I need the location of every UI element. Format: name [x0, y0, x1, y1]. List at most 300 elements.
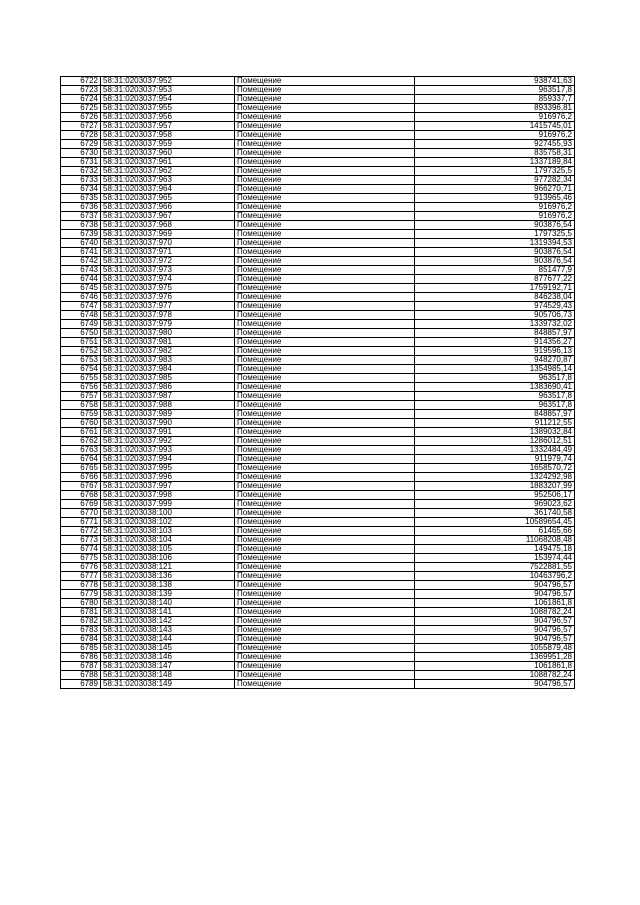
cadastral-number-cell: 58:31:0203037:969 — [101, 230, 235, 239]
cadastral-value-cell: 10463796,2 — [415, 572, 575, 581]
object-type-cell: Помещение — [235, 77, 415, 86]
object-type-cell: Помещение — [235, 230, 415, 239]
cadastral-number-cell: 58:31:0203037:971 — [101, 248, 235, 257]
cadastral-number-cell: 58:31:0203037:989 — [101, 410, 235, 419]
row-number-cell: 6732 — [61, 167, 101, 176]
object-type-cell: Помещение — [235, 185, 415, 194]
row-number-cell: 6723 — [61, 86, 101, 95]
row-number-cell: 6763 — [61, 446, 101, 455]
cadastral-value-cell: 848857,97 — [415, 329, 575, 338]
cadastral-value-cell: 963517,8 — [415, 86, 575, 95]
cadastral-value-cell: 904796,57 — [415, 635, 575, 644]
cadastral-number-cell: 58:31:0203037:973 — [101, 266, 235, 275]
object-type-cell: Помещение — [235, 320, 415, 329]
table-row — [61, 347, 575, 356]
object-type-cell: Помещение — [235, 365, 415, 374]
table-row — [61, 212, 575, 221]
object-type-cell: Помещение — [235, 221, 415, 230]
cadastral-number-cell: 58:31:0203037:985 — [101, 374, 235, 383]
table-row — [61, 608, 575, 617]
object-type-cell: Помещение — [235, 644, 415, 653]
cadastral-value-cell: 938741,63 — [415, 77, 575, 86]
row-number-cell: 6730 — [61, 149, 101, 158]
row-number-cell: 6754 — [61, 365, 101, 374]
table-row — [61, 563, 575, 572]
cadastral-value-cell: 893396,81 — [415, 104, 575, 113]
table-row — [61, 311, 575, 320]
row-number-cell: 6767 — [61, 482, 101, 491]
cadastral-value-cell: 903876,54 — [415, 248, 575, 257]
object-type-cell: Помещение — [235, 212, 415, 221]
object-type-cell: Помещение — [235, 401, 415, 410]
cadastral-number-cell: 58:31:0203038:140 — [101, 599, 235, 608]
table-row — [61, 374, 575, 383]
table-row — [61, 329, 575, 338]
object-type-cell: Помещение — [235, 329, 415, 338]
object-type-cell: Помещение — [235, 194, 415, 203]
object-type-cell: Помещение — [235, 302, 415, 311]
cadastral-value-cell: 952506,17 — [415, 491, 575, 500]
cadastral-number-cell: 58:31:0203037:968 — [101, 221, 235, 230]
cadastral-number-cell: 58:31:0203038:146 — [101, 653, 235, 662]
cadastral-number-cell: 58:31:0203037:991 — [101, 428, 235, 437]
object-type-cell: Помещение — [235, 392, 415, 401]
object-type-cell: Помещение — [235, 113, 415, 122]
object-type-cell: Помещение — [235, 617, 415, 626]
cadastral-value-cell: 361740,58 — [415, 509, 575, 518]
cadastral-value-cell: 963517,8 — [415, 401, 575, 410]
row-number-cell: 6778 — [61, 581, 101, 590]
row-number-cell: 6728 — [61, 131, 101, 140]
property-register-table — [60, 76, 575, 689]
cadastral-number-cell: 58:31:0203037:964 — [101, 185, 235, 194]
row-number-cell: 6762 — [61, 437, 101, 446]
row-number-cell: 6734 — [61, 185, 101, 194]
cadastral-value-cell: 7522881,55 — [415, 563, 575, 572]
cadastral-number-cell: 58:31:0203038:102 — [101, 518, 235, 527]
row-number-cell: 6737 — [61, 212, 101, 221]
object-type-cell: Помещение — [235, 482, 415, 491]
row-number-cell: 6733 — [61, 176, 101, 185]
object-type-cell: Помещение — [235, 545, 415, 554]
table-row — [61, 392, 575, 401]
row-number-cell: 6789 — [61, 680, 101, 689]
row-number-cell: 6765 — [61, 464, 101, 473]
row-number-cell: 6747 — [61, 302, 101, 311]
cadastral-number-cell: 58:31:0203037:992 — [101, 437, 235, 446]
cadastral-value-cell: 911212,55 — [415, 419, 575, 428]
cadastral-value-cell: 904796,57 — [415, 626, 575, 635]
cadastral-number-cell: 58:31:0203037:983 — [101, 356, 235, 365]
row-number-cell: 6751 — [61, 338, 101, 347]
object-type-cell: Помещение — [235, 680, 415, 689]
cadastral-value-cell: 61465,66 — [415, 527, 575, 536]
row-number-cell: 6786 — [61, 653, 101, 662]
object-type-cell: Помещение — [235, 257, 415, 266]
cadastral-value-cell: 1286012,51 — [415, 437, 575, 446]
cadastral-value-cell: 903876,54 — [415, 221, 575, 230]
row-number-cell: 6783 — [61, 626, 101, 635]
row-number-cell: 6758 — [61, 401, 101, 410]
cadastral-value-cell: 974529,43 — [415, 302, 575, 311]
cadastral-value-cell: 963517,8 — [415, 392, 575, 401]
row-number-cell: 6787 — [61, 662, 101, 671]
table-row — [61, 284, 575, 293]
cadastral-number-cell: 58:31:0203037:972 — [101, 257, 235, 266]
table-row — [61, 122, 575, 131]
table-row — [61, 662, 575, 671]
cadastral-value-cell: 966270,71 — [415, 185, 575, 194]
cadastral-value-cell: 1383690,41 — [415, 383, 575, 392]
row-number-cell: 6745 — [61, 284, 101, 293]
object-type-cell: Помещение — [235, 410, 415, 419]
cadastral-number-cell: 58:31:0203037:965 — [101, 194, 235, 203]
row-number-cell: 6784 — [61, 635, 101, 644]
cadastral-number-cell: 58:31:0203037:984 — [101, 365, 235, 374]
object-type-cell: Помещение — [235, 284, 415, 293]
cadastral-number-cell: 58:31:0203037:977 — [101, 302, 235, 311]
object-type-cell: Помещение — [235, 95, 415, 104]
table-row — [61, 149, 575, 158]
table-row — [61, 536, 575, 545]
row-number-cell: 6779 — [61, 590, 101, 599]
cadastral-value-cell: 1324292,98 — [415, 473, 575, 482]
object-type-cell: Помещение — [235, 167, 415, 176]
row-number-cell: 6761 — [61, 428, 101, 437]
object-type-cell: Помещение — [235, 374, 415, 383]
cadastral-number-cell: 58:31:0203038:147 — [101, 662, 235, 671]
table-row — [61, 140, 575, 149]
cadastral-number-cell: 58:31:0203037:980 — [101, 329, 235, 338]
object-type-cell: Помещение — [235, 140, 415, 149]
cadastral-number-cell: 58:31:0203037:987 — [101, 392, 235, 401]
cadastral-value-cell: 914356,27 — [415, 338, 575, 347]
row-number-cell: 6739 — [61, 230, 101, 239]
row-number-cell: 6724 — [61, 95, 101, 104]
row-number-cell: 6746 — [61, 293, 101, 302]
table-row — [61, 293, 575, 302]
cadastral-value-cell: 846238,04 — [415, 293, 575, 302]
cadastral-number-cell: 58:31:0203037:986 — [101, 383, 235, 392]
object-type-cell: Помещение — [235, 554, 415, 563]
object-type-cell: Помещение — [235, 527, 415, 536]
cadastral-value-cell: 1061861,8 — [415, 662, 575, 671]
table-row — [61, 518, 575, 527]
cadastral-value-cell: 904796,57 — [415, 581, 575, 590]
table-row — [61, 500, 575, 509]
table-row — [61, 572, 575, 581]
table-row — [61, 185, 575, 194]
cadastral-number-cell: 58:31:0203037:954 — [101, 95, 235, 104]
cadastral-number-cell: 58:31:0203037:998 — [101, 491, 235, 500]
cadastral-value-cell: 911979,74 — [415, 455, 575, 464]
table-row — [61, 509, 575, 518]
cadastral-number-cell: 58:31:0203038:104 — [101, 536, 235, 545]
table-row — [61, 320, 575, 329]
cadastral-number-cell: 58:31:0203037:960 — [101, 149, 235, 158]
cadastral-number-cell: 58:31:0203037:993 — [101, 446, 235, 455]
cadastral-number-cell: 58:31:0203038:100 — [101, 509, 235, 518]
cadastral-value-cell: 1797325,5 — [415, 230, 575, 239]
row-number-cell: 6753 — [61, 356, 101, 365]
object-type-cell: Помещение — [235, 536, 415, 545]
row-number-cell: 6726 — [61, 113, 101, 122]
object-type-cell: Помещение — [235, 590, 415, 599]
table-row — [61, 104, 575, 113]
object-type-cell: Помещение — [235, 635, 415, 644]
cadastral-number-cell: 58:31:0203038:103 — [101, 527, 235, 536]
row-number-cell: 6766 — [61, 473, 101, 482]
cadastral-value-cell: 153974,44 — [415, 554, 575, 563]
table-row — [61, 599, 575, 608]
object-type-cell: Помещение — [235, 464, 415, 473]
table-row — [61, 167, 575, 176]
table-row — [61, 338, 575, 347]
row-number-cell: 6781 — [61, 608, 101, 617]
object-type-cell: Помещение — [235, 581, 415, 590]
cadastral-value-cell: 11068208,48 — [415, 536, 575, 545]
object-type-cell: Помещение — [235, 428, 415, 437]
object-type-cell: Помещение — [235, 347, 415, 356]
row-number-cell: 6775 — [61, 554, 101, 563]
cadastral-value-cell: 904796,57 — [415, 617, 575, 626]
cadastral-value-cell: 903876,54 — [415, 257, 575, 266]
table-row — [61, 410, 575, 419]
cadastral-number-cell: 58:31:0203037:957 — [101, 122, 235, 131]
table-row — [61, 617, 575, 626]
row-number-cell: 6735 — [61, 194, 101, 203]
row-number-cell: 6725 — [61, 104, 101, 113]
cadastral-value-cell: 948270,87 — [415, 356, 575, 365]
table-row — [61, 77, 575, 86]
table-row — [61, 194, 575, 203]
cadastral-value-cell: 1883207,99 — [415, 482, 575, 491]
cadastral-number-cell: 58:31:0203037:967 — [101, 212, 235, 221]
cadastral-value-cell: 1088782,24 — [415, 671, 575, 680]
table-row — [61, 230, 575, 239]
object-type-cell: Помещение — [235, 446, 415, 455]
row-number-cell: 6750 — [61, 329, 101, 338]
object-type-cell: Помещение — [235, 239, 415, 248]
cadastral-value-cell: 10589654,45 — [415, 518, 575, 527]
cadastral-number-cell: 58:31:0203037:959 — [101, 140, 235, 149]
table-row — [61, 428, 575, 437]
object-type-cell: Помещение — [235, 122, 415, 131]
table-row — [61, 527, 575, 536]
table-row — [61, 113, 575, 122]
cadastral-number-cell: 58:31:0203037:962 — [101, 167, 235, 176]
cadastral-number-cell: 58:31:0203037:956 — [101, 113, 235, 122]
table-row — [61, 446, 575, 455]
table-row — [61, 581, 575, 590]
cadastral-value-cell: 835758,31 — [415, 149, 575, 158]
cadastral-value-cell: 1369951,28 — [415, 653, 575, 662]
cadastral-number-cell: 58:31:0203037:953 — [101, 86, 235, 95]
object-type-cell: Помещение — [235, 311, 415, 320]
cadastral-value-cell: 1055879,48 — [415, 644, 575, 653]
row-number-cell: 6759 — [61, 410, 101, 419]
cadastral-value-cell: 963517,8 — [415, 374, 575, 383]
cadastral-number-cell: 58:31:0203038:138 — [101, 581, 235, 590]
object-type-cell: Помещение — [235, 626, 415, 635]
row-number-cell: 6736 — [61, 203, 101, 212]
object-type-cell: Помещение — [235, 419, 415, 428]
object-type-cell: Помещение — [235, 608, 415, 617]
table-row — [61, 95, 575, 104]
table-row — [61, 239, 575, 248]
cadastral-value-cell: 1337189,84 — [415, 158, 575, 167]
cadastral-value-cell: 1658570,72 — [415, 464, 575, 473]
cadastral-number-cell: 58:31:0203038:144 — [101, 635, 235, 644]
object-type-cell: Помещение — [235, 293, 415, 302]
row-number-cell: 6776 — [61, 563, 101, 572]
table-row — [61, 635, 575, 644]
row-number-cell: 6743 — [61, 266, 101, 275]
table-row — [61, 158, 575, 167]
cadastral-number-cell: 58:31:0203037:988 — [101, 401, 235, 410]
cadastral-number-cell: 58:31:0203038:149 — [101, 680, 235, 689]
row-number-cell: 6772 — [61, 527, 101, 536]
cadastral-value-cell: 969023,62 — [415, 500, 575, 509]
object-type-cell: Помещение — [235, 203, 415, 212]
table-row — [61, 464, 575, 473]
object-type-cell: Помещение — [235, 671, 415, 680]
cadastral-number-cell: 58:31:0203038:143 — [101, 626, 235, 635]
cadastral-number-cell: 58:31:0203038:141 — [101, 608, 235, 617]
cadastral-number-cell: 58:31:0203037:994 — [101, 455, 235, 464]
cadastral-value-cell: 905706,73 — [415, 311, 575, 320]
object-type-cell: Помещение — [235, 266, 415, 275]
cadastral-value-cell: 859337,7 — [415, 95, 575, 104]
cadastral-value-cell: 904796,57 — [415, 680, 575, 689]
cadastral-number-cell: 58:31:0203037:958 — [101, 131, 235, 140]
row-number-cell: 6727 — [61, 122, 101, 131]
row-number-cell: 6738 — [61, 221, 101, 230]
cadastral-value-cell: 1332484,49 — [415, 446, 575, 455]
object-type-cell: Помещение — [235, 455, 415, 464]
row-number-cell: 6780 — [61, 599, 101, 608]
cadastral-number-cell: 58:31:0203037:961 — [101, 158, 235, 167]
cadastral-value-cell: 916976,2 — [415, 113, 575, 122]
cadastral-number-cell: 58:31:0203037:970 — [101, 239, 235, 248]
row-number-cell: 6722 — [61, 77, 101, 86]
object-type-cell: Помещение — [235, 500, 415, 509]
object-type-cell: Помещение — [235, 491, 415, 500]
table-row — [61, 86, 575, 95]
object-type-cell: Помещение — [235, 473, 415, 482]
cadastral-value-cell: 1415745,01 — [415, 122, 575, 131]
table-row — [61, 491, 575, 500]
row-number-cell: 6774 — [61, 545, 101, 554]
row-number-cell: 6744 — [61, 275, 101, 284]
cadastral-value-cell: 927455,93 — [415, 140, 575, 149]
cadastral-number-cell: 58:31:0203038:139 — [101, 590, 235, 599]
object-type-cell: Помещение — [235, 662, 415, 671]
row-number-cell: 6755 — [61, 374, 101, 383]
object-type-cell: Помещение — [235, 509, 415, 518]
cadastral-number-cell: 58:31:0203038:148 — [101, 671, 235, 680]
cadastral-number-cell: 58:31:0203037:963 — [101, 176, 235, 185]
row-number-cell: 6773 — [61, 536, 101, 545]
cadastral-value-cell: 1319394,53 — [415, 239, 575, 248]
object-type-cell: Помещение — [235, 131, 415, 140]
cadastral-number-cell: 58:31:0203037:996 — [101, 473, 235, 482]
cadastral-number-cell: 58:31:0203037:974 — [101, 275, 235, 284]
object-type-cell: Помещение — [235, 572, 415, 581]
cadastral-number-cell: 58:31:0203037:952 — [101, 77, 235, 86]
table-row — [61, 482, 575, 491]
object-type-cell: Помещение — [235, 176, 415, 185]
cadastral-number-cell: 58:31:0203038:105 — [101, 545, 235, 554]
object-type-cell: Помещение — [235, 275, 415, 284]
cadastral-number-cell: 58:31:0203038:142 — [101, 617, 235, 626]
object-type-cell: Помещение — [235, 248, 415, 257]
row-number-cell: 6731 — [61, 158, 101, 167]
row-number-cell: 6785 — [61, 644, 101, 653]
table-row — [61, 680, 575, 689]
cadastral-number-cell: 58:31:0203037:966 — [101, 203, 235, 212]
cadastral-value-cell: 851477,9 — [415, 266, 575, 275]
table-row — [61, 248, 575, 257]
table-row — [61, 401, 575, 410]
row-number-cell: 6742 — [61, 257, 101, 266]
row-number-cell: 6788 — [61, 671, 101, 680]
table-row — [61, 257, 575, 266]
cadastral-number-cell: 58:31:0203037:997 — [101, 482, 235, 491]
row-number-cell: 6770 — [61, 509, 101, 518]
object-type-cell: Помещение — [235, 518, 415, 527]
row-number-cell: 6782 — [61, 617, 101, 626]
table-row — [61, 626, 575, 635]
cadastral-number-cell: 58:31:0203038:121 — [101, 563, 235, 572]
table-row — [61, 203, 575, 212]
table-row — [61, 644, 575, 653]
table-row — [61, 653, 575, 662]
row-number-cell: 6757 — [61, 392, 101, 401]
row-number-cell: 6768 — [61, 491, 101, 500]
cadastral-number-cell: 58:31:0203037:976 — [101, 293, 235, 302]
table-row — [61, 590, 575, 599]
table-row — [61, 455, 575, 464]
object-type-cell: Помещение — [235, 356, 415, 365]
object-type-cell: Помещение — [235, 383, 415, 392]
cadastral-value-cell: 919596,13 — [415, 347, 575, 356]
row-number-cell: 6741 — [61, 248, 101, 257]
cadastral-number-cell: 58:31:0203038:145 — [101, 644, 235, 653]
cadastral-number-cell: 58:31:0203037:982 — [101, 347, 235, 356]
row-number-cell: 6764 — [61, 455, 101, 464]
cadastral-value-cell: 916976,2 — [415, 131, 575, 140]
cadastral-value-cell: 877677,22 — [415, 275, 575, 284]
object-type-cell: Помещение — [235, 104, 415, 113]
row-number-cell: 6771 — [61, 518, 101, 527]
cadastral-number-cell: 58:31:0203038:136 — [101, 572, 235, 581]
object-type-cell: Помещение — [235, 599, 415, 608]
table-row — [61, 176, 575, 185]
cadastral-value-cell: 1759192,71 — [415, 284, 575, 293]
row-number-cell: 6729 — [61, 140, 101, 149]
cadastral-value-cell: 904796,57 — [415, 590, 575, 599]
row-number-cell: 6769 — [61, 500, 101, 509]
object-type-cell: Помещение — [235, 437, 415, 446]
object-type-cell: Помещение — [235, 158, 415, 167]
object-type-cell: Помещение — [235, 563, 415, 572]
table-row — [61, 554, 575, 563]
cadastral-number-cell: 58:31:0203037:978 — [101, 311, 235, 320]
cadastral-number-cell: 58:31:0203037:995 — [101, 464, 235, 473]
cadastral-value-cell: 916976,2 — [415, 203, 575, 212]
cadastral-number-cell: 58:31:0203038:106 — [101, 554, 235, 563]
